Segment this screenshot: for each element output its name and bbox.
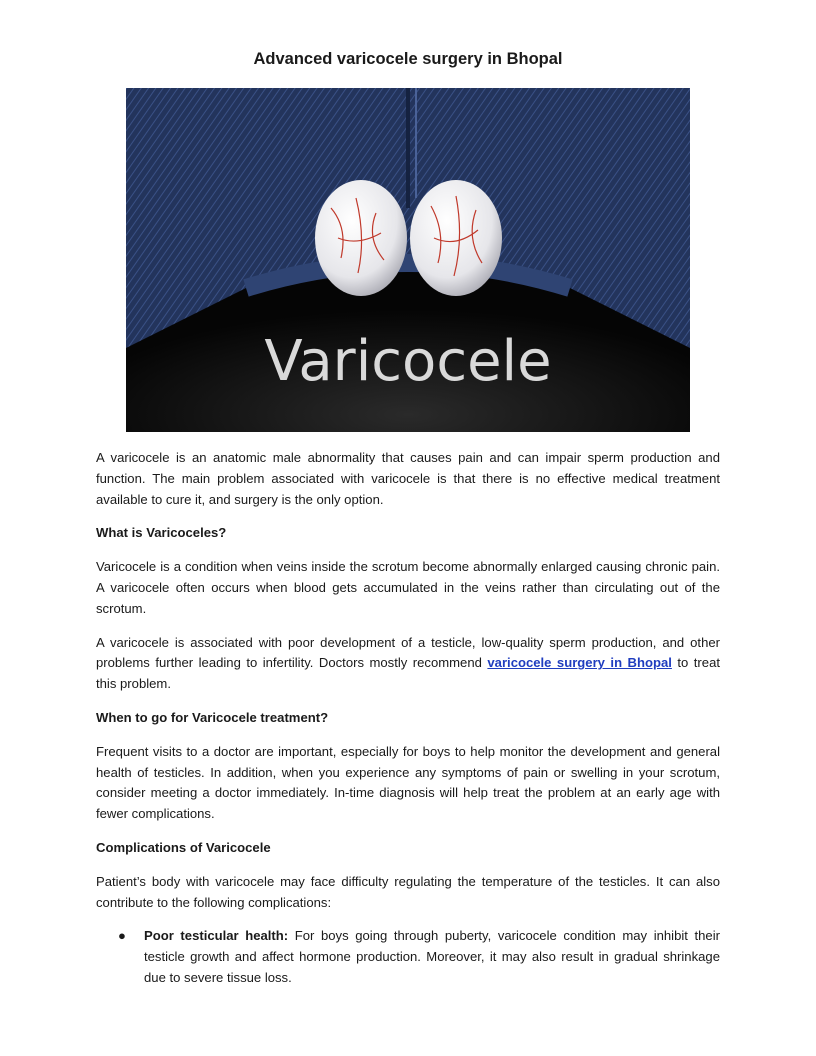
paragraph-text: A varicocele is associated with poor development of a testicle, low-quality sperm production, and other problems further leading to infertility. Doctors mostly recommend [96,634,720,671]
list-item [96,926,720,988]
varicocele-illustration [126,88,690,432]
hero-image [126,88,690,432]
complications-paragraph: Patient’s body with varicocele may face difficulty regulating the temperature of the testicles. It can also contribute to the following complications: [96,873,720,910]
page-title: Advanced varicocele surgery in Bhopal [253,50,563,68]
paragraph-text: to treat this problem. [96,655,720,692]
complications-list [96,926,720,988]
left-testicle [315,180,407,296]
bullet-icon: ● [118,928,126,944]
list-item-label: Poor testicular health: [144,928,289,944]
article-body [96,448,720,989]
section-heading-complications: Complications of Varicocele [96,839,271,855]
section-heading-when-to-go: When to go for Varicocele treatment? [96,709,329,725]
right-testicle [410,180,502,296]
list-item-text: For boys going through puberty, varicocele condition may inhibit their testicle growth and affect hormone production. Moreover, it may also result in gradual shrinkage due to severe tissue loss. [144,928,720,985]
what-is-paragraph-2 [96,633,720,695]
what-is-paragraph-1: Varicocele is a condition when veins inside the scrotum become abnormally enlarged causing chronic pain. A varicocele often occurs when blood gets accumulated in the veins rather than circulating out of the scrotum. [96,559,720,616]
section-heading-what-is: What is Varicoceles? [96,525,227,541]
intro-paragraph: A varicocele is an anatomic male abnormality that causes pain and can impair sperm production and function. The main problem associated with varicocele is that there is no effective medical treatment available to cure it, and surgery is the only option. [96,450,720,507]
hero-caption: Varicocele [264,329,552,394]
when-to-go-paragraph: Frequent visits to a doctor are important, especially for boys to help monitor the development and general health of testicles. In addition, when you experience any symptoms of pain or swelling in your scrotum, consider meeting a doctor immediately. In-time diagnosis will help treat the problem at an early age with fewer complications. [96,743,720,822]
varicocele-surgery-link[interactable]: varicocele surgery in Bhopal [487,655,672,671]
